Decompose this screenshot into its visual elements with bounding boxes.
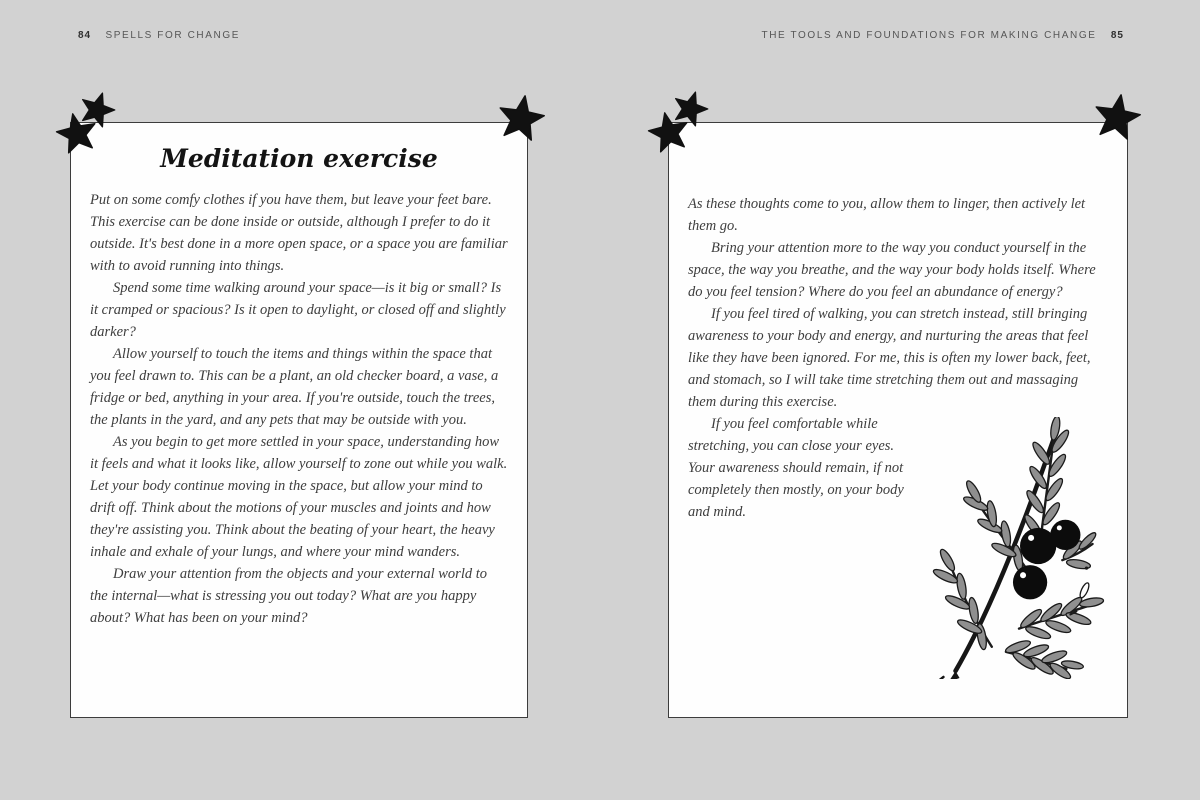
star-icon — [1092, 93, 1142, 143]
paragraph: Spend some time walking around your space—is it big or small? Is it cramped or spacious? Is it open to daylight, or closed off and slightly darker? — [90, 280, 506, 340]
paragraph: Allow yourself to touch the items and things within the space that you feel drawn to. This can be a plant, an old checker board, a vase, a fridge or bed, anything in your area. If you're outside, touch the trees, the plants in the yard, and any pets that may be outside with you. — [90, 346, 499, 428]
right-page-number: 85 — [1110, 30, 1124, 41]
left-page-number: 84 — [78, 30, 92, 41]
left-page — [70, 122, 528, 718]
left-running-title: SPELLS FOR CHANGE — [105, 30, 240, 41]
right-page-body — [688, 123, 1108, 523]
paragraph: Put on some comfy clothes if you have them, but leave your feet bare. This exercise can be done inside or outside, although I prefer to do it outside. It's best done in a more open space, or a space you are familiar with to avoid running into things. — [90, 192, 508, 274]
paragraph: If you feel tired of walking, you can stretch instead, still bringing awareness to your body and energy, and nurturing the areas that feel like they have been ignored. For me, this is often my lower back, feet, and stomach, so I will take time stretching them out and massaging them during this exercise. — [688, 306, 1091, 410]
paragraph: Draw your attention from the objects and your external world to the internal—what is stressing you out today? What are you happy about? What has been on your mind? — [90, 566, 488, 626]
star-icon — [496, 94, 546, 144]
right-running-title: THE TOOLS AND FOUNDATIONS FOR MAKING CHANGE — [761, 30, 1097, 41]
paragraph: If you feel comfortable while stretching, you can close your eyes. Your awareness should remain, if not completely then mostly, on your body and mind. — [688, 416, 904, 520]
paragraph: Bring your attention more to the way you conduct yourself in the space, the way you breathe, and the way your body holds itself. Where do you feel tension? Where do you feel an abundance of energy? — [688, 240, 1096, 300]
juniper-sprig-illustration — [930, 417, 1108, 679]
star-icon — [55, 112, 99, 156]
page-title: Meditation exercise — [160, 144, 438, 173]
paragraph: As these thoughts come to you, allow them to linger, then actively let them go. — [688, 196, 1086, 234]
left-page-body — [90, 189, 508, 629]
paragraph: As you begin to get more settled in your space, understanding how it feels and what it looks like, allow yourself to zone out while you walk. Let your body continue moving in the space, but allow your mind to drift off. Think about the motions of your muscles and joints and how they're assisting you. Think about the beating of your heart, the heavy inhale and exhale of your lungs, and where your mind wanders. — [90, 434, 508, 560]
star-icon — [647, 111, 691, 155]
left-running-head — [78, 30, 240, 41]
right-running-head — [762, 30, 1124, 41]
right-page — [668, 122, 1128, 718]
